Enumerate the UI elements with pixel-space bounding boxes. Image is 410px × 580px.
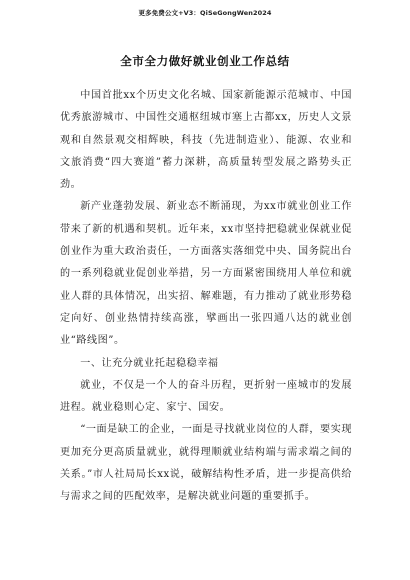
document-title: 全市全力做好就业创业工作总结 xyxy=(120,54,290,68)
paragraph-employment: 就业，不仅是一个人的奋斗历程，更折射一座城市的发展进程。就业稳则心定、家宁、国安。 xyxy=(60,379,352,414)
section-heading: 一、让充分就业托起稳稳幸福 xyxy=(80,357,219,369)
header-watermark: 更多免费公文+V3：QiSeGongWen2024 xyxy=(138,9,272,17)
paragraph-opportunity: 新产业蓬勃发展、新业态不断涌现，为xx市就业创业工作带来了新的机遇和契机。近年来，xx市坚持把稳就业保就业促创业作为重大政治责任，一方面落实落细党中央、国务院出台的一系列稳就业促创业举措，另一方面紧密围绕用人单位和就业人群的具体情况，出实招、解难题，有力推动了就业形势稳定向好、创业热情持续高涨，擘画出一张四通八达的就业创业“路线图”。 xyxy=(60,201,352,347)
document-body xyxy=(60,85,352,509)
paragraph-quote: “一面是缺工的企业，一面是寻找就业岗位的人群，要实现更加充分更高质量就业，就得理顺就业结构端与需求端之间的关系。”市人社局局长xx说，破解结构性矛盾，进一步提高供给与需求之间的匹配效率，是解决就业问题的重要抓手。 xyxy=(60,424,352,503)
paragraph-intro: 中国首批xx个历史文化名城、国家新能源示范城市、中国优秀旅游城市、中国性交通枢纽城市塞上古都xx，历史人文景观和自然景观交相辉映，科技（先进制造业）、能源、农业和文旅消费“四大赛道”蓄力深耕，高质量转型发展之路势头正劲。 xyxy=(60,90,352,191)
